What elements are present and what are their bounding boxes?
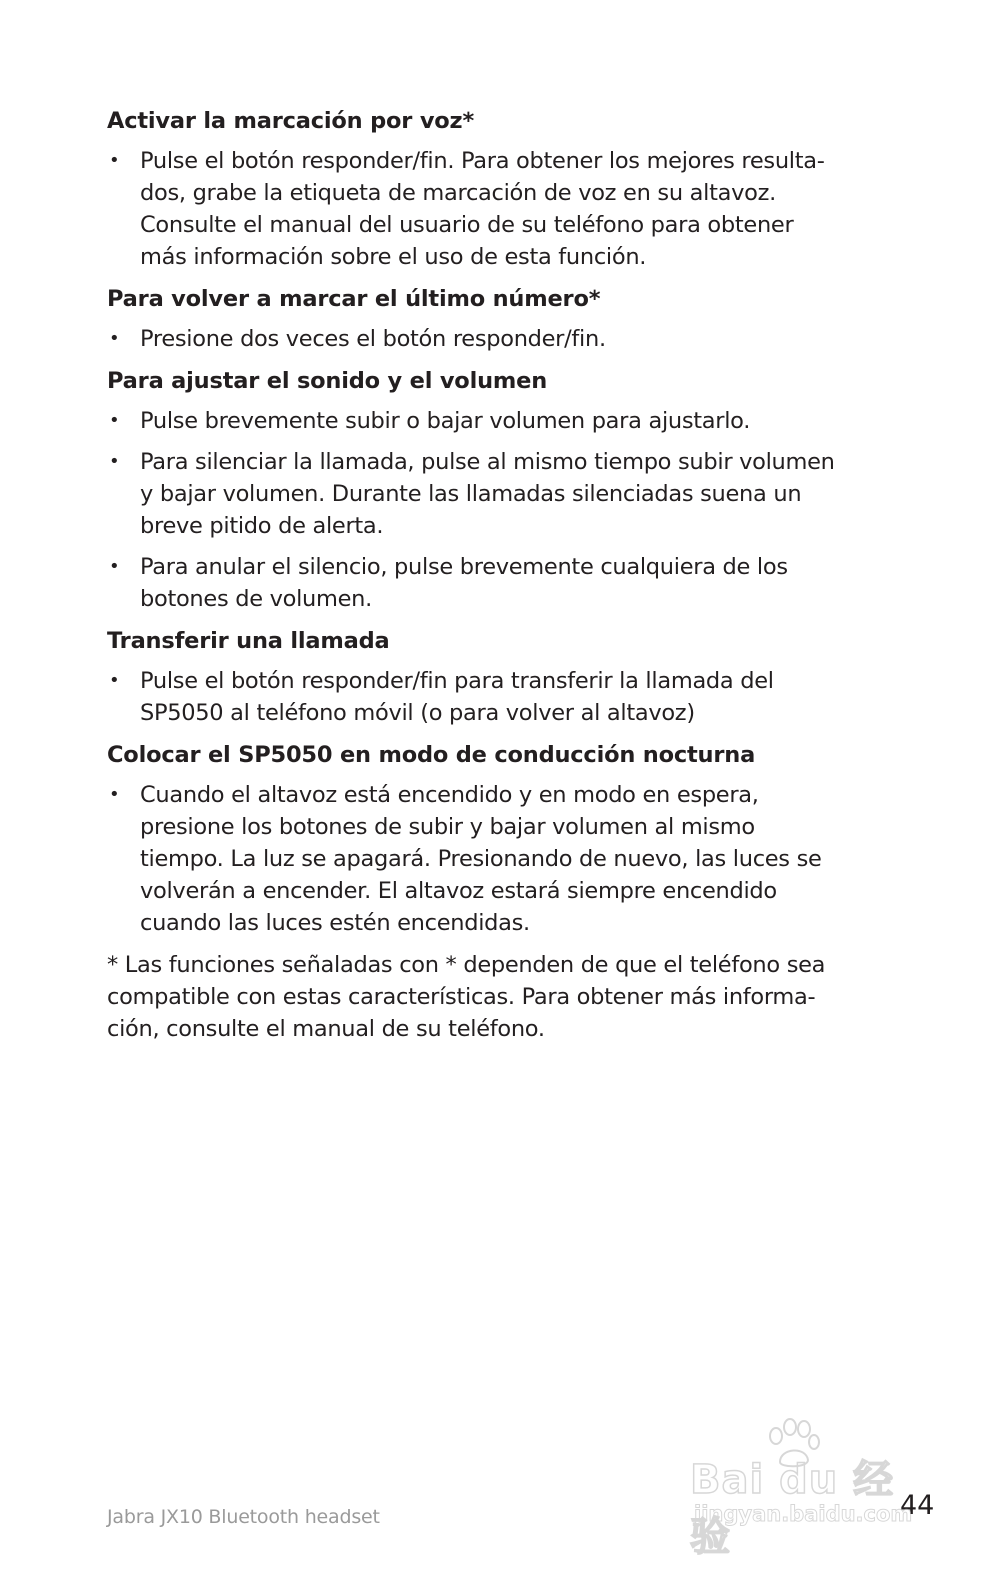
watermark-logo: [690, 1418, 920, 1560]
bullet-text-line: Consulte el manual del usuario de su teléfono para obtener: [140, 212, 794, 238]
bullet-text-line: SP5050 al teléfono móvil (o para volver al altavoz): [140, 700, 695, 726]
section-heading: Para volver a marcar el último número*: [107, 286, 601, 312]
section-heading: Activar la marcación por voz*: [107, 108, 475, 134]
footnote: [107, 949, 877, 1045]
bullet-dot-icon: •: [109, 410, 120, 431]
bullet-dot-icon: •: [109, 150, 120, 171]
bullet-text-line: Pulse el botón responder/fin para transferir la llamada del: [140, 668, 774, 694]
section-heading: Para ajustar el sonido y el volumen: [107, 368, 548, 394]
footnote-line: ción, consulte el manual de su teléfono.: [107, 1016, 545, 1042]
page-number: 44: [900, 1490, 935, 1521]
bullet-text-line: cuando las luces estén encendidas.: [140, 910, 530, 936]
bullet-item: [107, 551, 877, 615]
bullet-text-line: Pulse brevemente subir o bajar volumen para ajustarlo.: [140, 408, 751, 434]
bullet-list: [107, 145, 877, 273]
bullet-item: [107, 665, 877, 729]
bullet-dot-icon: •: [109, 328, 120, 349]
bullet-item: [107, 405, 877, 437]
bullet-list: [107, 405, 877, 615]
watermark-url: jingyan.baidu.com: [694, 1502, 913, 1526]
bullet-list: [107, 779, 877, 939]
bullet-item: [107, 323, 877, 355]
bullet-text-line: dos, grabe la etiqueta de marcación de voz en su altavoz.: [140, 180, 776, 206]
bullet-text-line: breve pitido de alerta.: [140, 513, 384, 539]
bullet-text-line: Presione dos veces el botón responder/fin.: [140, 326, 606, 352]
bullet-text-line: Para silenciar la llamada, pulse al mismo tiempo subir volumen: [140, 449, 835, 475]
bullet-list: [107, 665, 877, 729]
bullet-text-line: presione los botones de subir y bajar volumen al mismo: [140, 814, 755, 840]
bullet-text-line: Pulse el botón responder/fin. Para obtener los mejores resulta-: [140, 148, 825, 174]
watermark-brand: Bai du 经验: [690, 1457, 895, 1560]
footer-product-name: Jabra JX10 Bluetooth headset: [107, 1506, 380, 1528]
bullet-list: [107, 323, 877, 355]
bullet-item: [107, 446, 877, 542]
bullet-text-line: tiempo. La luz se apagará. Presionando de nuevo, las luces se: [140, 846, 822, 872]
bullet-text-line: y bajar volumen. Durante las llamadas silenciadas suena un: [140, 481, 802, 507]
bullet-dot-icon: •: [109, 556, 120, 577]
bullet-text-line: Para anular el silencio, pulse brevemente cualquiera de los: [140, 554, 788, 580]
bullet-dot-icon: •: [109, 670, 120, 691]
document-body: [107, 105, 877, 1045]
bullet-text-line: más información sobre el uso de esta función.: [140, 244, 647, 270]
bullet-dot-icon: •: [109, 784, 120, 805]
section-heading: Colocar el SP5050 en modo de conducción nocturna: [107, 742, 756, 768]
bullet-text-line: botones de volumen.: [140, 586, 372, 612]
bullet-text-line: Cuando el altavoz está encendido y en modo en espera,: [140, 782, 759, 808]
section-heading: Transferir una llamada: [107, 628, 390, 654]
footnote-line: compatible con estas características. Para obtener más informa-: [107, 984, 816, 1010]
footnote-line: * Las funciones señaladas con * dependen de que el teléfono sea: [107, 952, 826, 978]
bullet-item: [107, 779, 877, 939]
bullet-item: [107, 145, 877, 273]
bullet-dot-icon: •: [109, 451, 120, 472]
bullet-text-line: volverán a encender. El altavoz estará siempre encendido: [140, 878, 777, 904]
